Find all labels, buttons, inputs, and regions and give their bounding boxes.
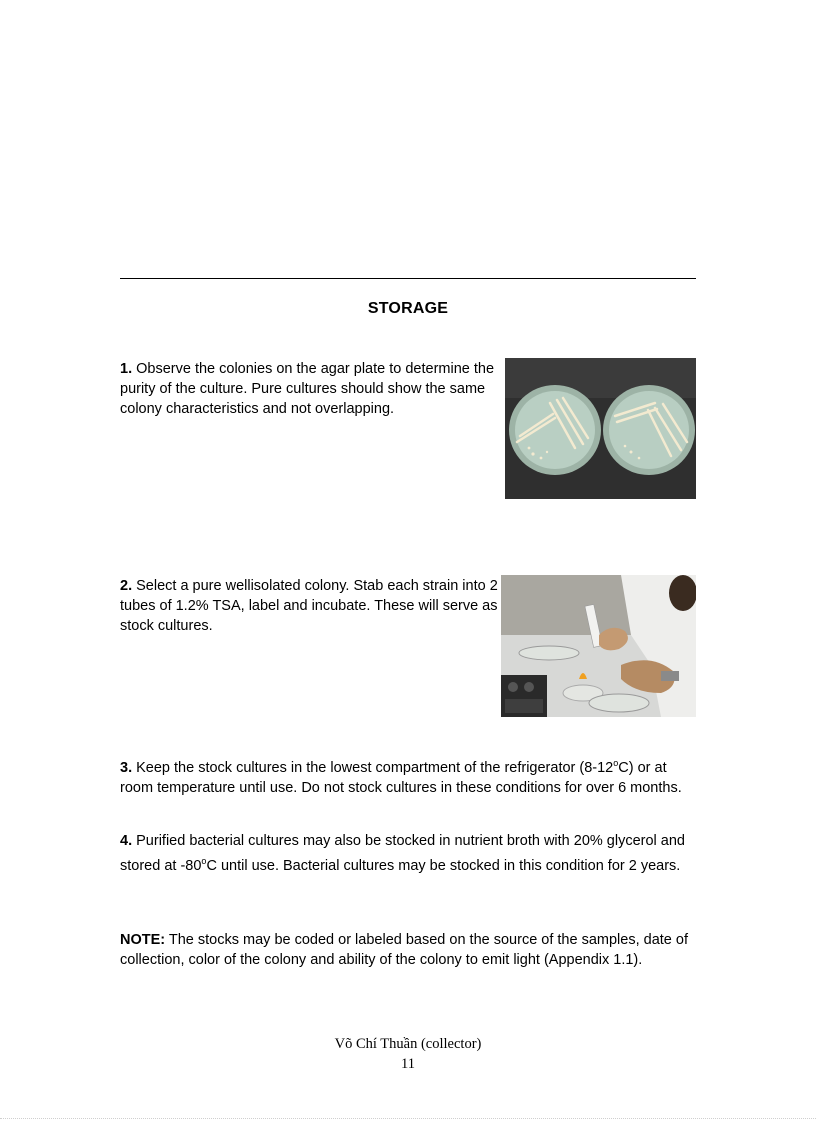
step-2-text: Select a pure wellisolated colony. Stab each strain into 2 tubes of 1.2% TSA, label and incubate. These will serve as stock cultures. [120, 578, 498, 634]
step-1 [120, 359, 498, 419]
step-3-number: 3. [120, 759, 133, 776]
note [120, 930, 700, 970]
page-bottom-divider [0, 1118, 816, 1119]
step-3-degree: o [613, 758, 619, 768]
step-4-degree: o [201, 856, 207, 866]
header-rule [120, 278, 696, 279]
step-3-text-a: Keep the stock cultures in the lowest compartment of the refrigerator (8-12 [136, 759, 614, 776]
note-text: The stocks may be coded or labeled based on the source of the samples, date of collection, color of the colony and ability of the colony to emit light (Appendix 1.1). [120, 932, 688, 968]
step-4 [120, 831, 690, 876]
step-4-text-a: Purified bacterial cultures may also be stocked in nutrient broth with 20% glycerol and stored at -80 [120, 833, 685, 874]
lab-technician-photo [501, 575, 696, 717]
step-2 [120, 576, 498, 636]
step-4-number: 4. [120, 833, 133, 849]
footer-collector: Võ Chí Thuần (collector) [334, 1036, 482, 1052]
agar-plates-photo [505, 358, 696, 499]
step-1-number: 1. [120, 361, 133, 377]
section-title: STORAGE [367, 300, 449, 317]
step-4-text-b: C until use. Bacterial cultures may be stocked in this condition for 2 years. [206, 857, 681, 874]
step-2-number: 2. [120, 578, 133, 594]
note-label: NOTE: [120, 932, 166, 948]
step-3 [120, 753, 698, 798]
page-number: 11 [401, 1056, 415, 1072]
step-3-text-b: C) or at room temperature until use. Do not stock cultures in these conditions for over 6 months. [120, 759, 682, 796]
step-1-text: Observe the colonies on the agar plate to determine the purity of the culture. Pure cultures should show the same colony characteristics and not overlapping. [120, 361, 495, 417]
